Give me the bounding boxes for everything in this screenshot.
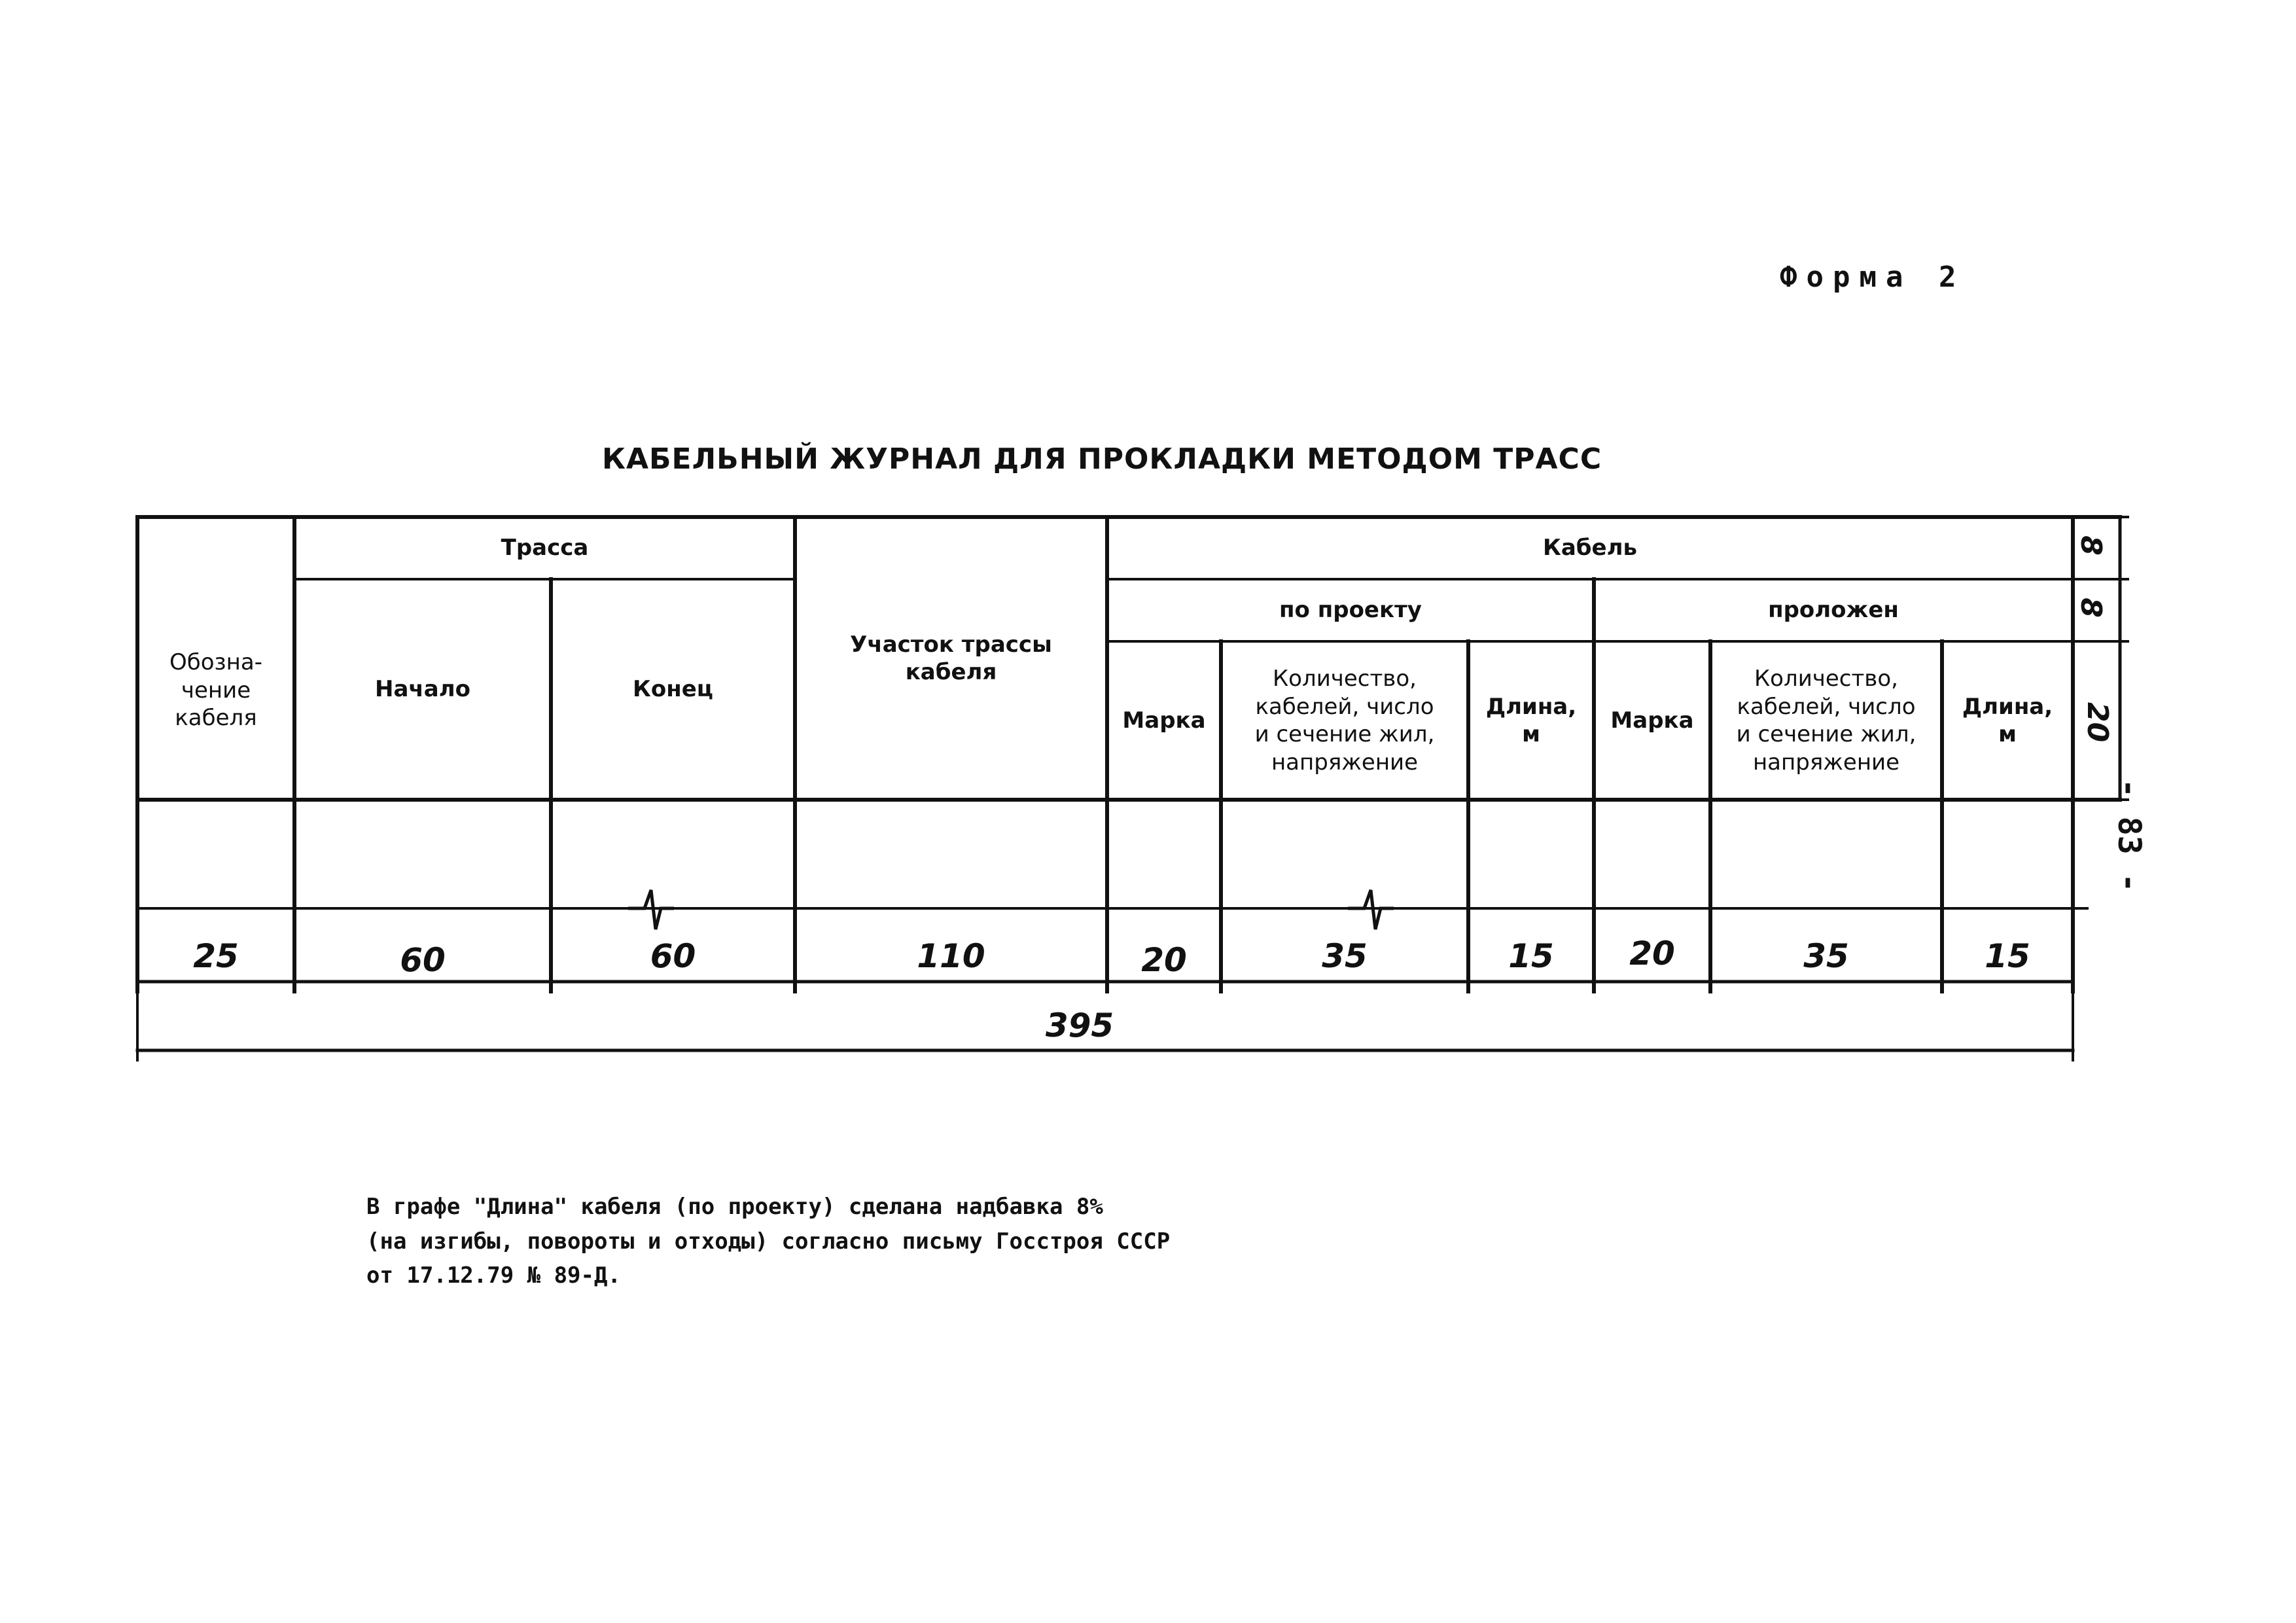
col-end: Конец	[633, 676, 713, 703]
subgroup-laid: проложен	[1768, 597, 1899, 624]
width-dim: 20	[1141, 941, 1187, 979]
width-dim: 60	[400, 941, 446, 979]
width-dim: 110	[917, 937, 985, 975]
col-quantity-2: Количество, кабелей, число и сечение жил, напряжение	[1736, 666, 1916, 776]
col-start: Начало	[375, 676, 470, 703]
col-length-2: Длина, м	[1962, 693, 2053, 747]
subgroup-design: по проекту	[1279, 597, 1422, 624]
total-width-dim: 395	[1045, 1007, 1114, 1044]
form-label: Форма 2	[1780, 260, 1966, 294]
width-dim: 25	[193, 937, 239, 975]
group-cable: Кабель	[1543, 535, 1637, 562]
height-dim: 8	[2074, 535, 2108, 556]
col-section: Участок трассы кабеля	[850, 631, 1052, 685]
width-dim: 60	[650, 937, 696, 975]
col-designation: Обозна- чение кабеля	[169, 649, 262, 732]
col-mark-2: Марка	[1610, 707, 1694, 734]
col-length: Длина, м	[1485, 693, 1577, 747]
journal-title: КАБЕЛЬНЫЙ ЖУРНАЛ ДЛЯ ПРОКЛАДКИ МЕТОДОМ ТРАСС	[602, 442, 1602, 476]
group-trassa: Трасса	[501, 535, 589, 562]
width-dim: 15	[1508, 937, 1554, 975]
width-dim: 20	[1629, 935, 1675, 972]
col-mark: Марка	[1122, 707, 1206, 734]
height-dim: 20	[2081, 702, 2115, 743]
width-dim: 35	[1322, 937, 1368, 975]
page-number: - 83 -	[2111, 779, 2147, 893]
width-dim: 35	[1803, 937, 1849, 975]
height-dim: 8	[2074, 597, 2108, 618]
col-quantity: Количество, кабелей, число и сечение жил, напряжение	[1254, 666, 1435, 776]
width-dim: 15	[1985, 937, 2030, 975]
footnote: В графе "Длина" кабеля (по проекту) сделана надбавка 8% (на изгибы, повороты и отходы) согласно письму Госстроя СССР от 17.12.79 № 89-Д.	[366, 1194, 1171, 1289]
